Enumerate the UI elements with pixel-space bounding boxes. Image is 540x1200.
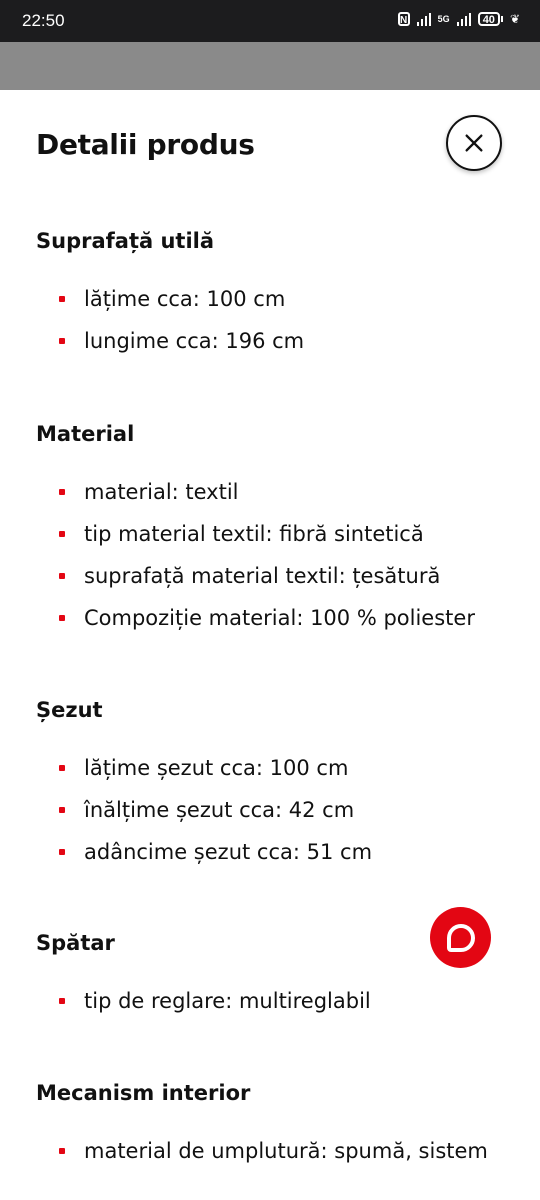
cellular-signal-icon <box>457 12 471 26</box>
spec-list <box>36 753 516 879</box>
spec-text: înălțime șezut cca: 42 cm <box>84 798 355 822</box>
spec-text: suprafață material textil: țesătură <box>84 564 441 588</box>
section-heading: Material <box>36 422 135 446</box>
nfc-icon: N <box>398 12 410 26</box>
spec-list <box>36 284 516 368</box>
spec-item <box>36 795 516 837</box>
bullet-icon <box>59 489 65 495</box>
leaf-icon: ❦ <box>509 12 520 26</box>
bullet-icon <box>59 573 65 579</box>
spec-text: tip de reglare: multireglabil <box>84 989 371 1013</box>
spec-item <box>36 519 516 561</box>
spec-text: lățime șezut cca: 100 cm <box>84 756 349 780</box>
status-time: 22:50 <box>22 11 65 30</box>
close-icon <box>463 132 485 154</box>
network-type: 5G <box>437 14 450 24</box>
spec-text: lățime cca: 100 cm <box>84 287 286 311</box>
section-suprafata-utila <box>36 226 516 368</box>
spec-text: material: textil <box>84 480 239 504</box>
spec-item <box>36 284 516 326</box>
battery-icon <box>478 12 503 26</box>
spec-text: tip material textil: fibră sintetică <box>84 522 424 546</box>
page-title: Detalii produs <box>36 128 255 161</box>
section-heading: Spătar <box>36 931 115 955</box>
bullet-icon <box>59 531 65 537</box>
wifi-signal-icon <box>417 12 431 26</box>
spec-text: lungime cca: 196 cm <box>84 329 305 353</box>
section-sezut <box>36 695 516 879</box>
spec-text: adâncime șezut cca: 51 cm <box>84 840 373 864</box>
spec-item <box>36 986 516 1028</box>
spec-item <box>36 753 516 795</box>
spec-item <box>36 477 516 519</box>
chat-bubble-icon <box>447 924 475 952</box>
spec-item <box>36 326 516 368</box>
bullet-icon <box>59 765 65 771</box>
chat-button[interactable] <box>430 907 491 968</box>
spec-text: Compoziție material: 100 % poliester <box>84 606 475 630</box>
bullet-icon <box>59 296 65 302</box>
section-material <box>36 419 516 645</box>
spec-list <box>36 477 516 645</box>
spec-list <box>36 1136 516 1178</box>
spec-item <box>36 603 516 645</box>
spec-text: material de umplutură: spumă, sistem <box>84 1139 488 1163</box>
status-bar <box>0 0 540 42</box>
bullet-icon <box>59 1148 65 1154</box>
spec-list <box>36 986 516 1028</box>
close-button[interactable] <box>446 115 502 171</box>
section-mecanism-interior <box>36 1078 516 1178</box>
bullet-icon <box>59 998 65 1004</box>
spec-item <box>36 837 516 879</box>
spec-item <box>36 561 516 603</box>
status-icons <box>398 12 520 26</box>
spec-item <box>36 1136 516 1178</box>
section-heading: Șezut <box>36 698 103 722</box>
bullet-icon <box>59 615 65 621</box>
bullet-icon <box>59 849 65 855</box>
product-details-sheet <box>0 90 540 1200</box>
section-heading: Suprafață utilă <box>36 229 215 253</box>
battery-level: 40 <box>478 12 500 26</box>
bullet-icon <box>59 807 65 813</box>
modal-backdrop[interactable] <box>0 42 540 90</box>
bullet-icon <box>59 338 65 344</box>
section-heading: Mecanism interior <box>36 1081 251 1105</box>
